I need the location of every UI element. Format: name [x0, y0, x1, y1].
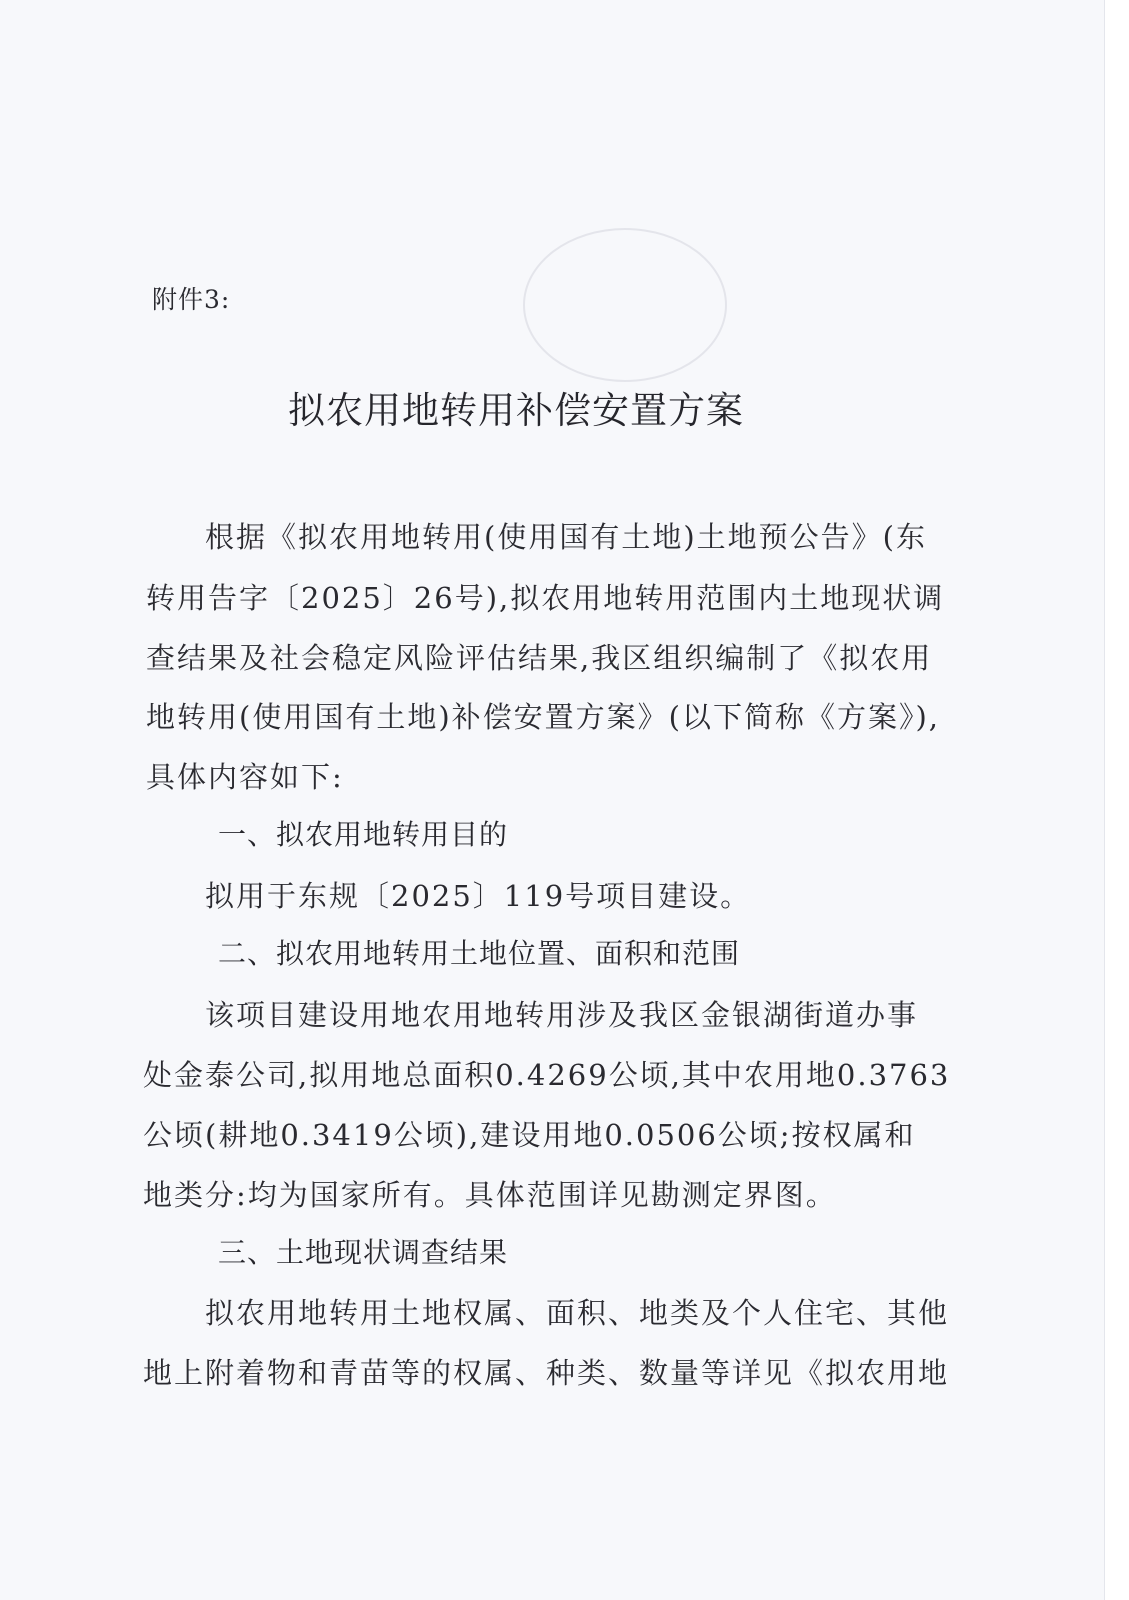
intro-line: 查结果及社会稳定风险评估结果,我区组织编制了《拟农用: [146, 641, 933, 675]
document-title: 拟农用地转用补偿安置方案: [288, 389, 744, 432]
section-heading-survey-results: 三、土地现状调查结果: [218, 1236, 509, 1269]
section-body-line: 地类分:均为国家所有。具体范围详见勘测定界图。: [143, 1178, 837, 1212]
section-heading-purpose: 一、拟农用地转用目的: [218, 818, 509, 851]
intro-line: 根据《拟农用地转用(使用国有土地)土地预公告》(东: [205, 520, 927, 554]
faded-seal-stamp: [523, 228, 727, 382]
intro-line: 转用告字〔2025〕26号),拟农用地转用范围内土地现状调: [146, 581, 945, 615]
section-body-line: 处金泰公司,拟用地总面积0.4269公顷,其中农用地0.3763: [143, 1058, 951, 1092]
section-body-line: 拟用于东规〔2025〕119号项目建设。: [205, 879, 752, 913]
intro-line: 地转用(使用国有土地)补偿安置方案》(以下简称《方案》),: [146, 700, 940, 734]
section-body-line: 公顷(耕地0.3419公顷),建设用地0.0506公顷;按权属和: [143, 1118, 916, 1152]
section-body-line: 地上附着物和青苗等的权属、种类、数量等详见《拟农用地: [143, 1356, 950, 1390]
section-body-line: 拟农用地转用土地权属、面积、地类及个人住宅、其他: [205, 1296, 950, 1330]
section-body-line: 该项目建设用地农用地转用涉及我区金银湖街道办事: [205, 998, 919, 1032]
section-heading-location-area: 二、拟农用地转用土地位置、面积和范围: [218, 937, 741, 970]
attachment-label: 附件3:: [152, 285, 231, 314]
scan-page-edge: [1104, 0, 1129, 1600]
intro-line: 具体内容如下:: [146, 760, 344, 794]
